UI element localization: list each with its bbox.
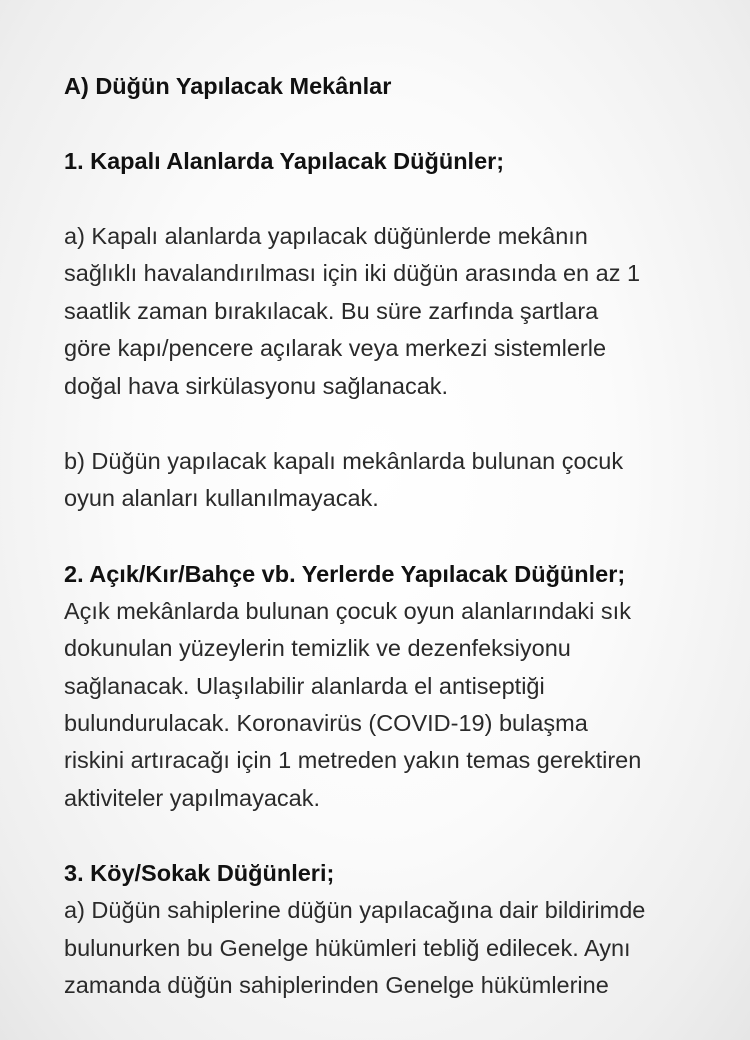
text-line: göre kapı/pencere açılarak veya merkezi sistemlerle <box>64 335 607 362</box>
text-line: zamanda düğün sahiplerinden Genelge hükümlerine <box>64 972 609 999</box>
text-line: aktiviteler yapılmayacak. <box>64 784 320 811</box>
text-line: bulundurulacak. Koronavirüs (COVID-19) bulaşma <box>64 710 588 737</box>
section-heading: 1. Kapalı Alanlarda Yapılacak Düğünler; <box>64 148 505 174</box>
paragraph-b <box>64 443 714 518</box>
text-line: dokunulan yüzeylerin temizlik ve dezenfeksiyonu <box>64 635 571 662</box>
section-heading: 2. Açık/Kır/Bahçe vb. Yerlerde Yapılacak Düğünler; <box>64 560 626 587</box>
section-open-venues <box>64 556 714 817</box>
text-line: a) Düğün sahiplerine düğün yapılacağına dair bildirimde <box>64 897 646 924</box>
paragraph-a <box>64 892 714 1004</box>
paragraph <box>64 593 714 817</box>
document-title: A) Düğün Yapılacak Mekânlar <box>64 73 392 99</box>
text-line: doğal hava sirkülasyonu sağlanacak. <box>64 372 449 399</box>
text-line: Açık mekânlarda bulunan çocuk oyun alanlarındaki sık <box>64 597 631 624</box>
document-content <box>64 68 714 1005</box>
text-line: sağlıklı havalandırılması için iki düğün arasında en az 1 <box>64 260 641 287</box>
section-village-street-weddings <box>64 855 714 1004</box>
paragraph-a <box>64 218 714 405</box>
text-line: riskini artıracağı için 1 metreden yakın temas gerektiren <box>64 747 642 774</box>
section-heading: 3. Köy/Sokak Düğünleri; <box>64 860 335 887</box>
text-line: saatlik zaman bırakılacak. Bu süre zarfında şartlara <box>64 297 599 324</box>
text-line: a) Kapalı alanlarda yapılacak düğünlerde mekânın <box>64 223 588 249</box>
text-line: b) Düğün yapılacak kapalı mekânlarda bulunan çocuk <box>64 448 624 475</box>
text-line: bulunurken bu Genelge hükümleri tebliğ edilecek. Aynı <box>64 934 631 961</box>
text-line: sağlanacak. Ulaşılabilir alanlarda el antiseptiği <box>64 672 545 699</box>
section-closed-venues <box>64 143 714 518</box>
text-line: oyun alanları kullanılmayacak. <box>64 485 379 512</box>
